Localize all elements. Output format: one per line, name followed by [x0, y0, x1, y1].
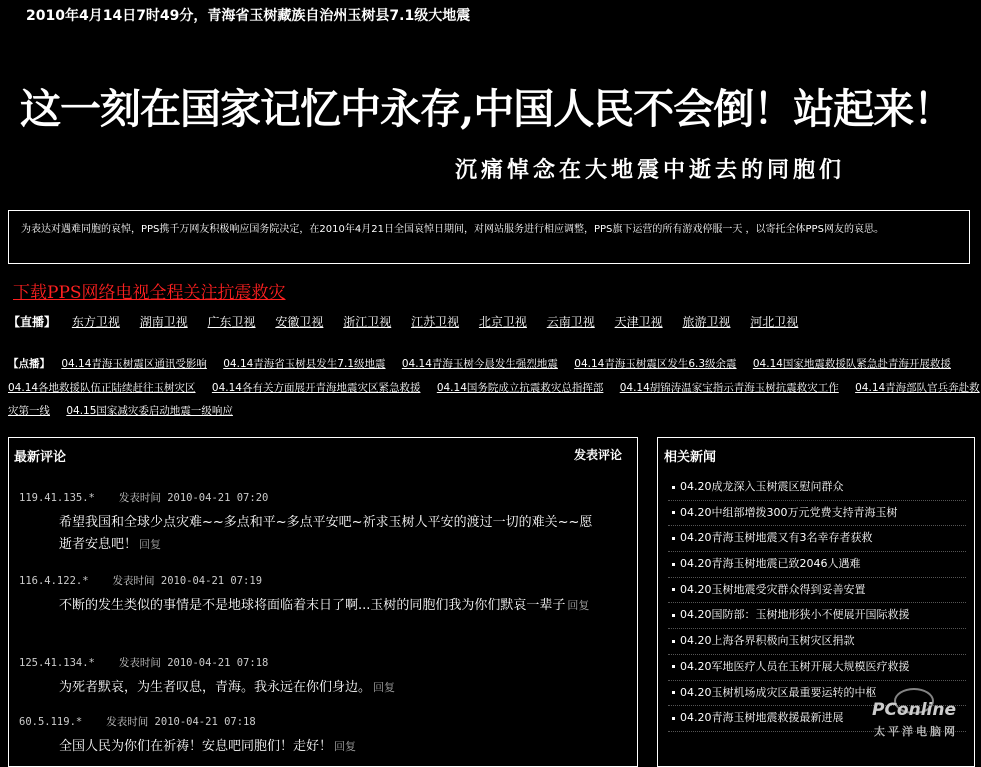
- vod-link[interactable]: 04.14国务院成立抗震救灾总指挥部: [436, 381, 604, 394]
- post-comment-link[interactable]: 发表评论: [573, 448, 622, 462]
- channel-link[interactable]: 河北卫视: [750, 315, 799, 329]
- comment-ip: 116.4.122.*: [19, 575, 89, 587]
- download-pps-link[interactable]: 下载PPS网络电视全程关注抗震救灾: [13, 283, 286, 303]
- news-item: [668, 475, 966, 501]
- sub-slogan: 沉痛悼念在大地震中逝去的同胞们: [455, 158, 846, 183]
- channel-link[interactable]: 安徽卫视: [275, 315, 324, 329]
- comment-text: 为死者默哀，为生者叹息，青海。我永远在你们身边。: [59, 680, 372, 695]
- comment-text: 希望我国和全球少点灾难~~多点和平~多点平安吧~祈求玉树人平安的渡过一切的难关~~愿逝者安息吧！: [59, 515, 593, 552]
- news-link[interactable]: 04.20玉树机场成灾区最重要运转的中枢: [680, 685, 877, 699]
- comment-time: 2010-04-21 07:19: [160, 575, 263, 587]
- bullet-icon: [672, 665, 675, 668]
- news-link[interactable]: 04.20上海各界积极向玉树灾区捐款: [680, 634, 855, 648]
- channel-link[interactable]: 天津卫视: [614, 315, 663, 329]
- time-label: 发表时间: [118, 657, 161, 669]
- comment-body: [59, 736, 599, 758]
- vod-link[interactable]: 04.14青海玉树震区发生6.3级余震: [574, 358, 737, 370]
- date-headline: 2010年4月14日7时49分，青海省玉树藏族自治州玉树县7.1级大地震: [26, 8, 471, 24]
- news-link[interactable]: 04.20青海玉树地震救援最新进展: [680, 711, 844, 725]
- news-link[interactable]: 04.20成龙深入玉树震区慰问群众: [680, 480, 844, 493]
- news-link[interactable]: 04.20军地医疗人员在玉树开展大规模医疗救援: [680, 659, 910, 673]
- comment-meta: [19, 490, 268, 505]
- bullet-icon: [672, 588, 675, 591]
- vod-link[interactable]: 04.14胡锦涛温家宝指示青海玉树抗震救灾工作: [619, 381, 839, 394]
- comment-body: [59, 512, 599, 556]
- comment-meta: [19, 573, 262, 588]
- bullet-icon: [672, 691, 675, 694]
- vod-tag: 【点播】: [8, 358, 50, 370]
- comments-title: 最新评论: [14, 450, 67, 465]
- news-link[interactable]: 04.20中组部增拨300万元党费支持青海玉树: [680, 505, 898, 519]
- channel-link[interactable]: 旅游卫视: [682, 315, 731, 329]
- news-link[interactable]: 04.20国防部：玉树地形狭小不便展开国际救援: [680, 608, 910, 622]
- reply-link[interactable]: 回复: [139, 538, 162, 551]
- mourning-notice: 为表达对遇难同胞的哀悼，PPS携千万网友积极响应国务院决定，在2010年4月21日全国哀悼日期间，对网站服务进行相应调整，PPS旗下运营的所有游戏停服一天 ，以寄托全体PPS网友的哀思。: [8, 210, 970, 264]
- vod-link[interactable]: 04.14各地救援队伍正陆续赶往玉树灾区: [8, 381, 196, 394]
- comment-ip: 125.41.134.*: [19, 657, 95, 669]
- news-link[interactable]: 04.20青海玉树地震已致2046人遇难: [680, 557, 861, 571]
- news-item: [668, 603, 966, 629]
- reply-link[interactable]: 回复: [567, 599, 590, 612]
- bullet-icon: [672, 563, 675, 566]
- comment-ip: 60.5.119.*: [19, 716, 83, 728]
- channel-link[interactable]: 浙江卫视: [343, 315, 392, 329]
- time-label: 发表时间: [112, 575, 155, 587]
- news-item: [668, 655, 966, 681]
- news-item: [668, 629, 966, 655]
- news-item: [668, 552, 966, 578]
- bullet-icon: [672, 717, 675, 720]
- bullet-icon: [672, 640, 675, 643]
- comment-time: 2010-04-21 07:18: [167, 657, 269, 669]
- bullet-icon: [672, 614, 675, 617]
- comment-body: [59, 677, 599, 699]
- watermark-subtitle: 太平洋电脑网: [874, 725, 958, 738]
- comment-time: 2010-04-21 07:18: [154, 716, 256, 728]
- comment-text: 不断的发生类似的事情是不是地球将面临着末日了啊...玉树的同胞们我为你们默哀一辈子: [59, 598, 566, 613]
- bullet-icon: [672, 486, 675, 489]
- live-tag: 【直播】: [8, 315, 57, 329]
- bullet-icon: [672, 511, 675, 514]
- reply-link[interactable]: 回复: [334, 740, 357, 753]
- time-label: 发表时间: [118, 492, 161, 504]
- comment-ip: 119.41.135.*: [19, 492, 95, 504]
- comment-body: [59, 595, 599, 617]
- news-title: 相关新闻: [664, 450, 717, 465]
- comment-time: 2010-04-21 07:20: [167, 492, 269, 504]
- main-slogan: 这一刻在国家记忆中永存,中国人民不会倒！站起来！: [20, 85, 954, 133]
- vod-link[interactable]: 04.14青海省玉树县发生7.1级地震: [223, 358, 386, 370]
- news-item: [668, 501, 966, 527]
- news-item: [668, 526, 966, 552]
- reply-link[interactable]: 回复: [373, 681, 396, 694]
- vod-link[interactable]: 04.14青海玉树今晨发生强烈地震: [401, 358, 558, 370]
- vod-link[interactable]: 04.14各有关方面展开青海地震灾区紧急救援: [211, 381, 421, 394]
- channel-link[interactable]: 湖南卫视: [139, 315, 188, 329]
- news-link[interactable]: 04.20青海玉树地震又有3名幸存者获救: [680, 531, 873, 545]
- channel-link[interactable]: 江苏卫视: [411, 315, 460, 329]
- comment-text: 全国人民为你们在祈祷！安息吧同胞们！走好！: [59, 739, 333, 754]
- channel-link[interactable]: 东方卫视: [71, 315, 120, 329]
- pconline-watermark: [868, 688, 976, 748]
- vod-link[interactable]: 04.14青海玉树震区通讯受影响: [61, 358, 207, 370]
- comments-panel: [8, 437, 638, 767]
- vod-link[interactable]: 04.14国家地震救援队紧急赴青海开展救援: [752, 358, 951, 370]
- time-label: 发表时间: [106, 716, 149, 728]
- vod-link[interactable]: 04.14青海部队官兵奔赴救灾第一线: [8, 381, 980, 417]
- channel-link[interactable]: 广东卫视: [207, 315, 256, 329]
- bullet-icon: [672, 537, 675, 540]
- live-channels: [8, 313, 814, 330]
- comment-meta: [19, 655, 268, 670]
- news-link[interactable]: 04.20玉树地震受灾群众得到妥善安置: [680, 582, 866, 596]
- news-item: [668, 578, 966, 604]
- vod-link[interactable]: 04.15国家减灾委启动地震一级响应: [66, 405, 233, 417]
- watermark-brand: PConline: [872, 700, 957, 720]
- channel-link[interactable]: 北京卫视: [478, 315, 527, 329]
- channel-link[interactable]: 云南卫视: [546, 315, 595, 329]
- vod-list: [8, 353, 981, 419]
- comment-meta: [19, 714, 256, 729]
